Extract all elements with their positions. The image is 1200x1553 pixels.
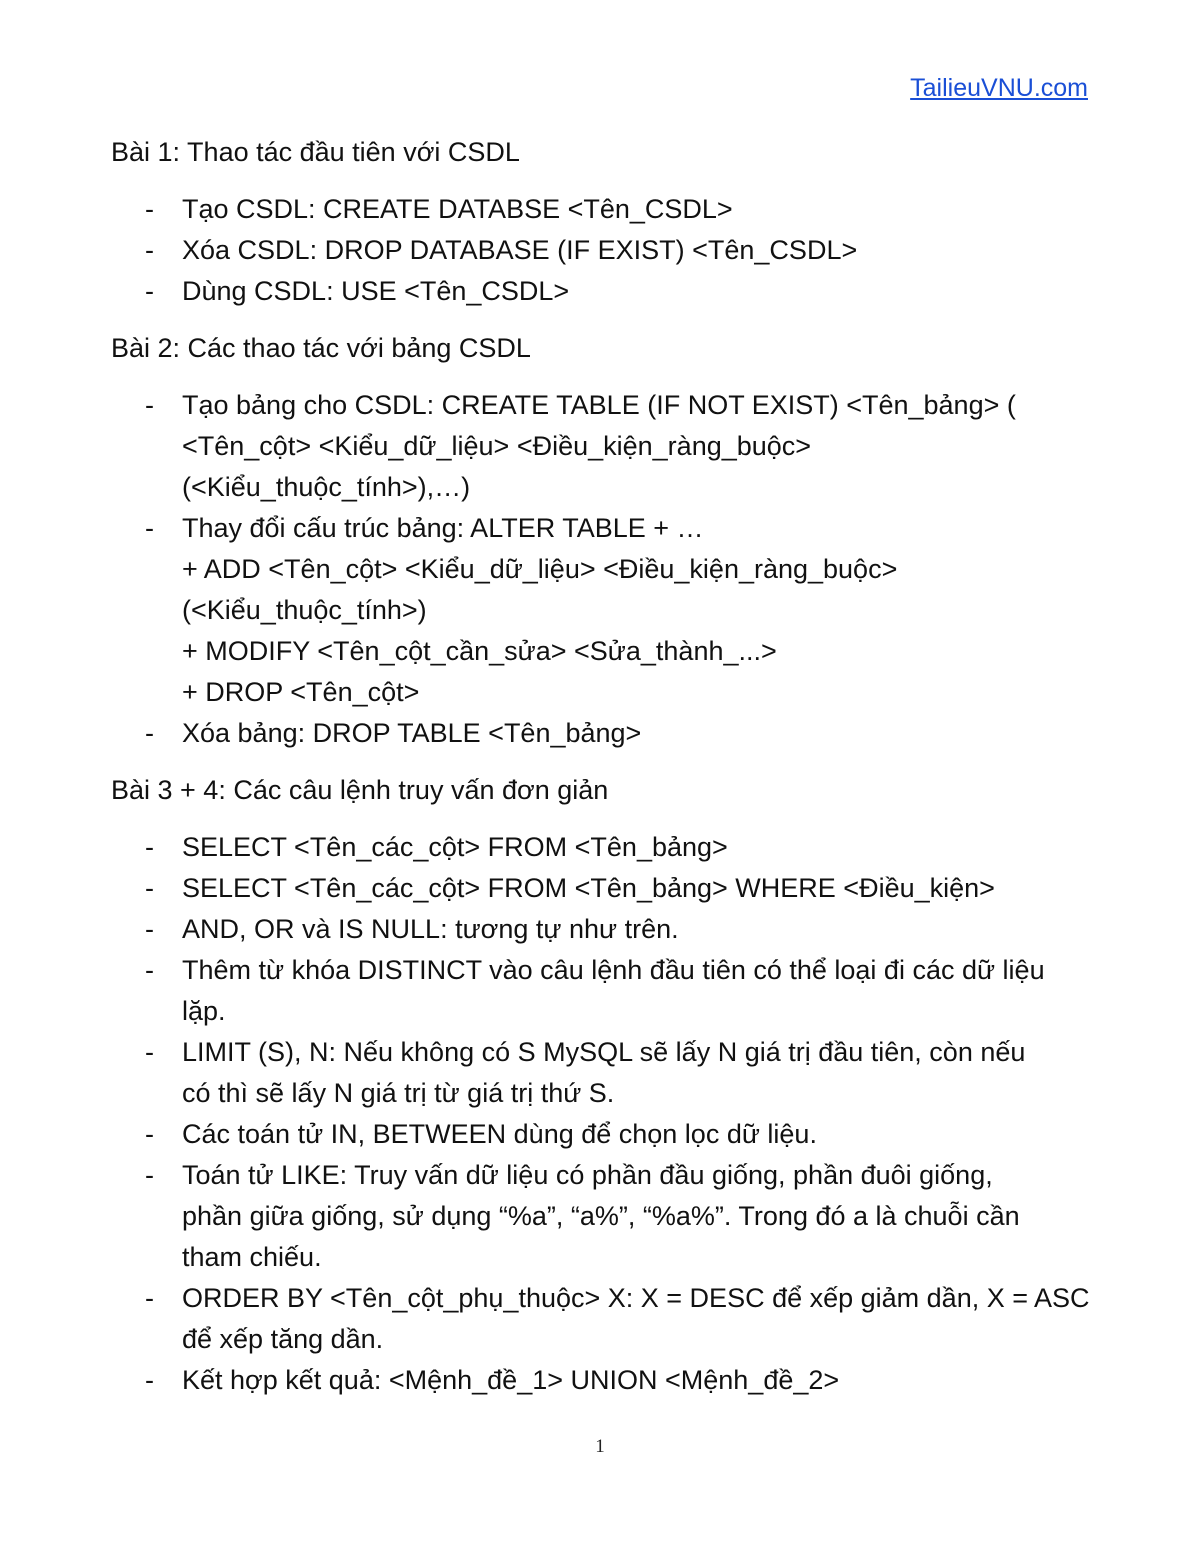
dash-bullet: - xyxy=(145,914,154,944)
list-item-line: lặp. xyxy=(182,996,226,1026)
list-item-line: SELECT <Tên_các_cột> FROM <Tên_bảng> xyxy=(182,832,728,862)
list-item-line: LIMIT (S), N: Nếu không có S MySQL sẽ lấy N giá trị đầu tiên, còn nếu xyxy=(182,1037,1026,1067)
section-title: Bài 2: Các thao tác với bảng CSDL xyxy=(111,333,531,363)
list-item xyxy=(111,230,1101,271)
dash-bullet: - xyxy=(145,1160,154,1190)
list-item xyxy=(111,1360,1101,1401)
dash-bullet: - xyxy=(145,235,154,265)
list-item-line: tham chiếu. xyxy=(182,1242,322,1272)
dash-bullet: - xyxy=(145,276,154,306)
dash-bullet: - xyxy=(145,1365,154,1395)
list-item-line: Tạo CSDL: CREATE DATABSE <Tên_CSDL> xyxy=(182,194,733,224)
dash-bullet: - xyxy=(145,194,154,224)
list-item xyxy=(111,1155,1101,1278)
list-item-line: Thay đổi cấu trúc bảng: ALTER TABLE + … xyxy=(182,513,704,543)
dash-bullet: - xyxy=(145,513,154,543)
list-item-line: + ADD <Tên_cột> <Kiểu_dữ_liệu> <Điều_kiện_ràng_buộc> xyxy=(182,554,898,584)
list-item-line: (<Kiểu_thuộc_tính>),…) xyxy=(182,472,471,502)
list-item xyxy=(111,189,1101,230)
dash-bullet: - xyxy=(145,1119,154,1149)
list-item xyxy=(111,1032,1101,1114)
list-item xyxy=(111,508,1101,713)
list-item xyxy=(111,1114,1101,1155)
document-content xyxy=(111,132,1101,1417)
list-item xyxy=(111,385,1101,508)
page-number: 1 xyxy=(595,1436,605,1457)
dash-bullet: - xyxy=(145,955,154,985)
header-site-link[interactable]: TailieuVNU.com xyxy=(910,74,1088,102)
list-item-line: ORDER BY <Tên_cột_phụ_thuộc> X: X = DESC để xếp giảm dần, X = ASC xyxy=(182,1283,1090,1313)
list-item xyxy=(111,950,1101,1032)
list-item-line: Xóa bảng: DROP TABLE <Tên_bảng> xyxy=(182,718,642,748)
list-item xyxy=(111,868,1101,909)
list-item-line: Xóa CSDL: DROP DATABASE (IF EXIST) <Tên_CSDL> xyxy=(182,235,858,265)
list-item-line: Kết hợp kết quả: <Mệnh_đề_1> UNION <Mệnh_đề_2> xyxy=(182,1365,840,1395)
list-item-line: AND, OR và IS NULL: tương tự như trên. xyxy=(182,914,679,944)
section-list xyxy=(111,827,1101,1401)
list-item xyxy=(111,1278,1101,1360)
list-item-line: + DROP <Tên_cột> xyxy=(182,677,420,707)
list-item-line: Thêm từ khóa DISTINCT vào câu lệnh đầu tiên có thể loại đi các dữ liệu xyxy=(182,955,1045,985)
list-item-line: (<Kiểu_thuộc_tính>) xyxy=(182,595,427,625)
dash-bullet: - xyxy=(145,1037,154,1067)
list-item-line: để xếp tăng dần. xyxy=(182,1324,384,1354)
list-item-line: có thì sẽ lấy N giá trị từ giá trị thứ S. xyxy=(182,1078,615,1108)
section-list xyxy=(111,189,1101,312)
list-item xyxy=(111,827,1101,868)
dash-bullet: - xyxy=(145,832,154,862)
section-title: Bài 3 + 4: Các câu lệnh truy vấn đơn giản xyxy=(111,775,609,805)
dash-bullet: - xyxy=(145,873,154,903)
dash-bullet: - xyxy=(145,390,154,420)
list-item-line: Các toán tử IN, BETWEEN dùng để chọn lọc dữ liệu. xyxy=(182,1119,817,1149)
list-item xyxy=(111,271,1101,312)
list-item-line: Tạo bảng cho CSDL: CREATE TABLE (IF NOT EXIST) <Tên_bảng> ( xyxy=(182,390,1016,420)
list-item-line: + MODIFY <Tên_cột_cần_sửa> <Sửa_thành_...> xyxy=(182,636,777,666)
list-item-line: phần giữa giống, sử dụng “%a”, “a%”, “%a%”. Trong đó a là chuỗi cần xyxy=(182,1201,1020,1231)
list-item-line: <Tên_cột> <Kiểu_dữ_liệu> <Điều_kiện_ràng_buộc> xyxy=(182,431,812,461)
list-item-line: Toán tử LIKE: Truy vấn dữ liệu có phần đầu giống, phần đuôi giống, xyxy=(182,1160,993,1190)
dash-bullet: - xyxy=(145,718,154,748)
list-item xyxy=(111,713,1101,754)
section-title: Bài 1: Thao tác đầu tiên với CSDL xyxy=(111,137,520,167)
section-list xyxy=(111,385,1101,754)
dash-bullet: - xyxy=(145,1283,154,1313)
list-item-line: SELECT <Tên_các_cột> FROM <Tên_bảng> WHERE <Điều_kiện> xyxy=(182,873,995,903)
list-item-line: Dùng CSDL: USE <Tên_CSDL> xyxy=(182,276,570,306)
list-item xyxy=(111,909,1101,950)
